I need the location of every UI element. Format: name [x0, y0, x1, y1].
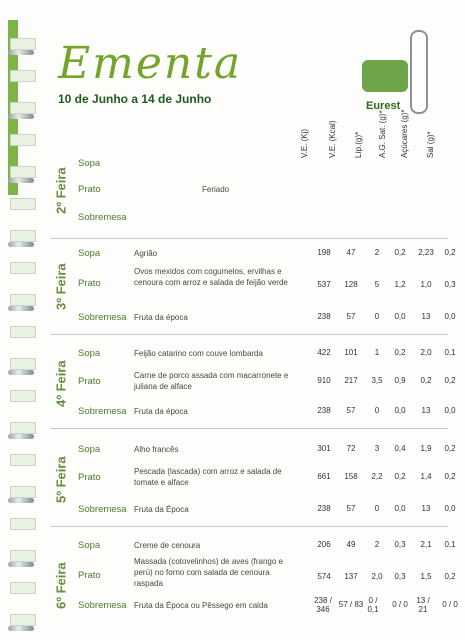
val-sal: 0,1 — [444, 348, 456, 357]
val-lip: 2,2 — [371, 472, 383, 481]
binding-slot — [10, 614, 36, 626]
val-lip: 0 — [374, 312, 380, 321]
row-label: Sobremesa — [78, 504, 127, 515]
binding-ring — [8, 306, 34, 311]
eurest-logo — [362, 30, 430, 114]
divider — [50, 238, 448, 239]
dish-name: Fruta da Época ou Pêssego em calda — [134, 601, 268, 610]
col-ve-kj: V.E. (Kj) — [300, 128, 309, 158]
binding-slot — [10, 390, 36, 402]
val-lip: 2 — [374, 540, 380, 549]
day-label: 3º Feira — [53, 263, 69, 311]
val-sal: 0,1 — [444, 540, 456, 549]
val-agsat: 0,4 — [394, 444, 406, 453]
binding-slot — [10, 198, 36, 210]
val-kj: 206 — [317, 540, 331, 549]
val-agsat: 0,2 — [394, 248, 406, 257]
row-label: Sopa — [78, 540, 101, 551]
val-kj: 422 — [317, 348, 331, 357]
col-lipidos: Líp.(g)* — [354, 131, 363, 158]
col-sal: Sal (g)* — [426, 131, 435, 158]
val-sal: 0,2 — [444, 472, 456, 481]
dish-name: Ovos mexidos com cogumelos, ervilhas e cenoura com arroz e salada de feijão verde — [134, 267, 288, 287]
dish-name: Pescada (lascada) com arroz e salada de tomate e alface — [134, 467, 282, 487]
val-kcal: 57 — [346, 312, 356, 321]
dish-name: Fruta da época — [134, 407, 188, 416]
dish-name: Agrião — [134, 249, 158, 258]
val-kcal: 47 — [346, 248, 356, 257]
divider — [50, 428, 448, 429]
paperclip-icon — [410, 30, 428, 114]
val-acucares: 2,0 — [420, 348, 432, 357]
val-lip: 3,5 — [371, 376, 383, 385]
binding-slot — [10, 358, 36, 370]
val-acucares: 13 — [421, 406, 431, 415]
val-acucares: 13 / 21 — [416, 596, 430, 614]
dish-name: Massada (cotovelinhos) de aves (frango e perú) no forno com salada de cenoura raspada — [134, 557, 283, 588]
date-range: 10 de Junho a 14 de Junho — [58, 92, 212, 106]
divider — [50, 526, 448, 527]
binding-slot — [10, 134, 36, 146]
val-lip: 0 — [374, 406, 380, 415]
spiral-binding — [0, 0, 44, 640]
val-sal: 0,2 — [444, 376, 456, 385]
val-agsat: 0,2 — [394, 348, 406, 357]
val-acucares: 2,23 — [418, 248, 434, 257]
row-label: Prato — [78, 570, 101, 581]
col-ag-sat: A.G. Sat. (g)* — [378, 110, 387, 158]
day-quinta — [50, 438, 456, 522]
row-label: Sopa — [78, 348, 101, 359]
val-agsat: 0,0 — [394, 504, 406, 513]
logo-text: Eurest — [366, 100, 401, 112]
val-kcal: 72 — [346, 444, 356, 453]
val-agsat: 0,9 — [394, 376, 406, 385]
binding-ring — [8, 498, 34, 503]
day-sexta — [50, 536, 458, 636]
row-label: Sopa — [78, 248, 101, 259]
col-ve-kcal: V.E. (Kcal) — [328, 120, 337, 158]
val-sal: 0 / 0 — [442, 600, 458, 609]
binding-slot — [10, 582, 36, 594]
val-lip: 0 / 0,1 — [367, 596, 379, 614]
val-lip: 5 — [374, 280, 380, 289]
binding-ring — [8, 562, 34, 567]
val-sal: 0,3 — [444, 280, 456, 289]
binding-slot — [10, 230, 36, 242]
val-kj: 301 — [317, 444, 331, 453]
val-kj: 238 — [317, 406, 331, 415]
val-agsat: 0,0 — [394, 406, 406, 415]
dish-name: Fruta da época — [134, 313, 188, 322]
col-acucares: Açúcares (g)* — [400, 109, 409, 158]
binding-ring — [8, 242, 34, 247]
day-label: 6º Feira — [53, 562, 69, 610]
dish-name: Feijão catarino com couve lombarda — [134, 349, 263, 358]
binding-ring — [8, 370, 34, 375]
dish-name: Carne de porco assada com macarronete e juliana de alface — [134, 371, 289, 391]
val-acucares: 0,2 — [420, 376, 432, 385]
binding-slot — [10, 454, 36, 466]
val-kcal: 128 — [344, 280, 358, 289]
day-label: 2º Feira — [53, 167, 69, 215]
val-kj: 198 — [317, 248, 331, 257]
val-sal: 0,0 — [444, 312, 456, 321]
val-kcal: 101 — [344, 348, 358, 357]
binding-ring — [8, 178, 34, 183]
val-kcal: 57 / 83 — [338, 600, 364, 609]
val-acucares: 13 — [421, 504, 431, 513]
binding-slot — [10, 262, 36, 274]
val-kj: 910 — [317, 376, 331, 385]
day-segunda — [50, 150, 448, 232]
val-kcal: 137 — [344, 572, 358, 581]
binding-slot — [10, 486, 36, 498]
val-lip: 0 — [374, 504, 380, 513]
binding-slot — [10, 422, 36, 434]
val-kj: 537 — [317, 280, 331, 289]
row-label: Sopa — [78, 158, 101, 169]
binding-slot — [10, 326, 36, 338]
val-acucares: 1,9 — [420, 444, 432, 453]
row-label: Prato — [78, 376, 101, 387]
val-kcal: 217 — [344, 376, 358, 385]
val-agsat: 0,3 — [394, 540, 406, 549]
val-lip: 3 — [374, 444, 380, 453]
dish-name: Creme de cenoura — [134, 541, 201, 550]
day-terca — [50, 242, 456, 332]
logo-mark — [362, 60, 408, 92]
val-agsat: 0 / 0 — [392, 600, 408, 609]
val-kj: 238 / 346 — [314, 596, 332, 614]
val-sal: 0,0 — [444, 406, 456, 415]
val-kcal: 49 — [346, 540, 356, 549]
val-lip: 1 — [374, 348, 380, 357]
binding-ring — [8, 50, 34, 55]
row-label: Prato — [78, 278, 101, 289]
val-sal: 0,2 — [444, 572, 456, 581]
val-agsat: 1,2 — [394, 280, 406, 289]
row-label: Prato — [78, 472, 101, 483]
binding-ring — [8, 434, 34, 439]
binding-slot — [10, 550, 36, 562]
val-acucares: 2,1 — [420, 540, 432, 549]
val-acucares: 1,4 — [420, 472, 432, 481]
val-kj: 574 — [317, 572, 331, 581]
day-quarta — [50, 342, 456, 426]
binding-slot — [10, 518, 36, 530]
binding-ring — [8, 626, 34, 631]
binding-slot — [10, 102, 36, 114]
page-title: Ementa — [58, 38, 243, 89]
binding-slot — [10, 166, 36, 178]
row-label: Sobremesa — [78, 600, 127, 611]
dish-name: Alho francês — [134, 445, 179, 454]
row-label: Prato — [78, 184, 101, 195]
val-agsat: 0,0 — [394, 312, 406, 321]
val-sal: 0,2 — [444, 444, 456, 453]
val-kcal: 57 — [346, 504, 356, 513]
binding-slot — [10, 294, 36, 306]
row-label: Sobremesa — [78, 312, 127, 323]
val-kj: 661 — [317, 472, 331, 481]
val-kj: 238 — [317, 312, 331, 321]
val-lip: 2,0 — [371, 572, 383, 581]
val-kcal: 158 — [344, 472, 358, 481]
dish-name: Feriado — [202, 185, 230, 194]
binding-slot — [10, 38, 36, 50]
day-label: 5º Feira — [53, 456, 69, 504]
val-acucares: 1,0 — [420, 280, 432, 289]
val-agsat: 0,3 — [394, 572, 406, 581]
day-label: 4º Feira — [53, 360, 69, 408]
val-acucares: 13 — [421, 312, 431, 321]
val-kcal: 57 — [346, 406, 356, 415]
dish-name: Fruta da Época — [134, 505, 189, 514]
val-lip: 2 — [374, 248, 380, 257]
val-sal: 0,2 — [444, 248, 456, 257]
val-sal: 0,0 — [444, 504, 456, 513]
val-kj: 238 — [317, 504, 331, 513]
val-agsat: 0,2 — [394, 472, 406, 481]
row-label: Sopa — [78, 444, 101, 455]
val-acucares: 1,5 — [420, 572, 432, 581]
row-label: Sobremesa — [78, 406, 127, 417]
binding-slot — [10, 70, 36, 82]
binding-ring — [8, 114, 34, 119]
row-label: Sobremesa — [78, 212, 127, 223]
divider — [50, 334, 448, 335]
